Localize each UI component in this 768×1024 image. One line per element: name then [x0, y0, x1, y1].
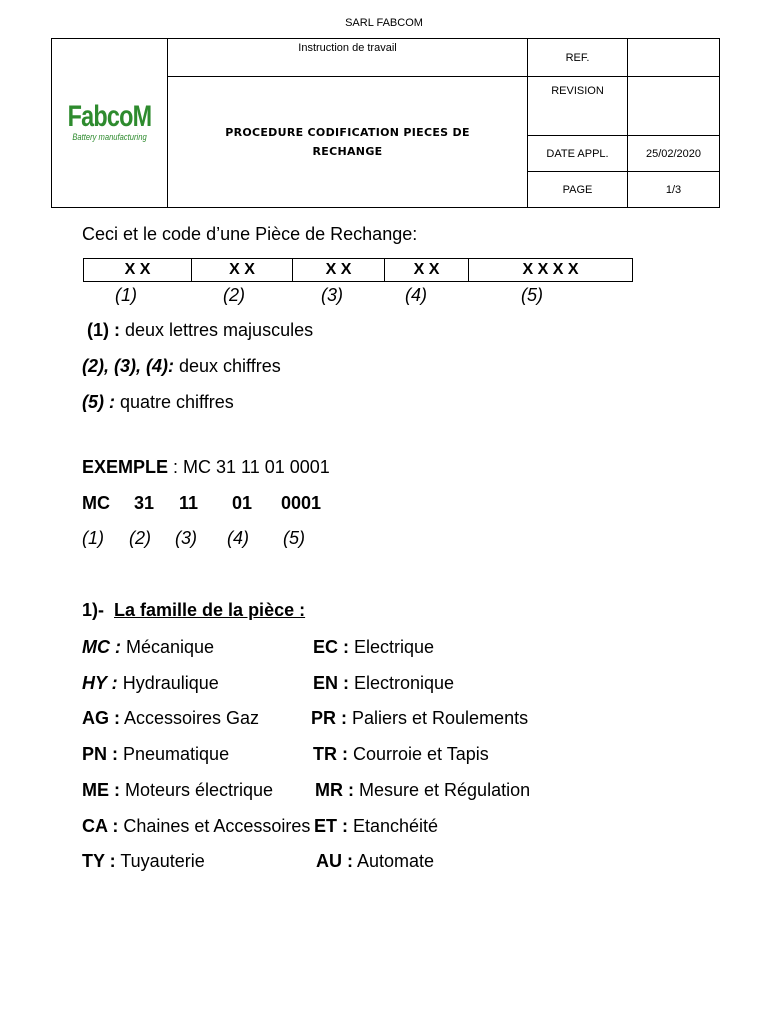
document-title	[168, 77, 528, 208]
family-name: Courroie et Tapis	[348, 744, 489, 764]
family-item	[313, 637, 434, 658]
family-name: Etanchéité	[348, 816, 439, 836]
section-number: 1)-	[82, 600, 104, 620]
family-item	[82, 708, 259, 729]
rule-text: deux lettres majuscules	[120, 320, 314, 340]
code-cell: X X	[192, 259, 293, 282]
family-name: Accessoires Gaz	[120, 708, 260, 728]
family-code: AG :	[82, 708, 120, 728]
family-item	[82, 851, 205, 872]
rule-key: (5) :	[82, 392, 115, 412]
family-name: Electrique	[349, 637, 435, 657]
rule-key: (2), (3), (4):	[82, 356, 174, 376]
example-number: (4)	[227, 528, 249, 548]
example-number: (5)	[283, 528, 305, 548]
family-item	[82, 637, 214, 658]
example-line	[82, 457, 330, 478]
code-number: (3)	[321, 285, 343, 305]
family-name: Moteurs électrique	[120, 780, 274, 800]
code-number: (4)	[405, 285, 427, 305]
family-code: MC :	[82, 637, 121, 657]
example-label: EXEMPLE	[82, 457, 169, 477]
title-line-1: PROCEDURE CODIFICATION PIECES DE	[225, 126, 470, 139]
family-item	[311, 708, 528, 729]
rule-key: (1) :	[87, 320, 120, 340]
code-number: (5)	[521, 285, 543, 305]
example-part: 0001	[281, 493, 322, 513]
family-code: MR :	[315, 780, 354, 800]
family-code: PR :	[311, 708, 347, 728]
code-cell: X X X X	[469, 259, 633, 282]
family-item	[313, 744, 489, 765]
family-code: AU :	[316, 851, 353, 871]
example-part: MC	[82, 493, 110, 513]
code-cell: X X	[84, 259, 192, 282]
family-name: Hydraulique	[117, 673, 219, 693]
family-code: TR :	[313, 744, 348, 764]
section-title: La famille de la pièce :	[114, 600, 306, 620]
family-item	[82, 780, 273, 801]
code-number: (2)	[223, 285, 245, 305]
example-part: 11	[179, 493, 199, 513]
family-item	[82, 673, 219, 694]
example-number: (3)	[175, 528, 197, 548]
family-code: CA :	[82, 816, 119, 836]
code-cell: X X	[385, 259, 469, 282]
code-number: (1)	[115, 285, 137, 305]
family-code: HY :	[82, 673, 118, 693]
revision-value	[628, 77, 720, 136]
ref-label: REF.	[528, 39, 628, 77]
family-item	[316, 851, 434, 872]
family-name: Paliers et Roulements	[347, 708, 529, 728]
example-number: (1)	[82, 528, 104, 548]
family-item	[82, 816, 310, 837]
family-name: Mesure et Régulation	[354, 780, 531, 800]
family-code: EN :	[313, 673, 349, 693]
logo-cell	[52, 39, 168, 208]
family-name: Electronique	[349, 673, 455, 693]
family-name: Tuyauterie	[115, 851, 205, 871]
revision-label: REVISION	[528, 77, 628, 136]
family-item	[314, 816, 438, 837]
date-label: DATE APPL.	[528, 136, 628, 172]
family-item	[82, 744, 229, 765]
rule-line	[87, 320, 313, 341]
section-heading	[82, 600, 305, 621]
family-code: ME :	[82, 780, 120, 800]
example-part: 31	[134, 493, 155, 513]
date-value: 25/02/2020	[628, 136, 720, 172]
family-code: TY :	[82, 851, 116, 871]
family-name: Automate	[353, 851, 435, 871]
intro-text: Ceci et le code d’une Pièce de Rechange:	[82, 224, 418, 244]
header-table	[51, 38, 720, 208]
example-number: (2)	[129, 528, 151, 548]
family-code: PN :	[82, 744, 118, 764]
family-item	[315, 780, 530, 801]
logo-subtitle: Battery manufacturing	[72, 132, 147, 143]
rule-line	[82, 356, 281, 377]
company-logo: FabcoM	[67, 100, 152, 133]
code-cell: X X	[293, 259, 385, 282]
rule-text: deux chiffres	[174, 356, 281, 376]
example-part: 01	[232, 493, 253, 513]
rule-line	[82, 392, 234, 413]
family-item	[313, 673, 454, 694]
rule-text: quatre chiffres	[115, 392, 234, 412]
example-value: : MC 31 11 01 0001	[168, 457, 330, 477]
instruction-label: Instruction de travail	[168, 39, 528, 77]
title-line-2: RECHANGE	[312, 145, 383, 158]
ref-value	[628, 39, 720, 77]
family-name: Chaines et Accessoires	[118, 816, 311, 836]
family-code: ET :	[314, 816, 348, 836]
family-code: EC :	[313, 637, 349, 657]
page-label: PAGE	[528, 172, 628, 208]
page-value: 1/3	[628, 172, 720, 208]
code-format-table	[83, 258, 633, 282]
company-name: SARL FABCOM	[345, 17, 423, 29]
family-name: Pneumatique	[118, 744, 230, 764]
family-name: Mécanique	[121, 637, 215, 657]
